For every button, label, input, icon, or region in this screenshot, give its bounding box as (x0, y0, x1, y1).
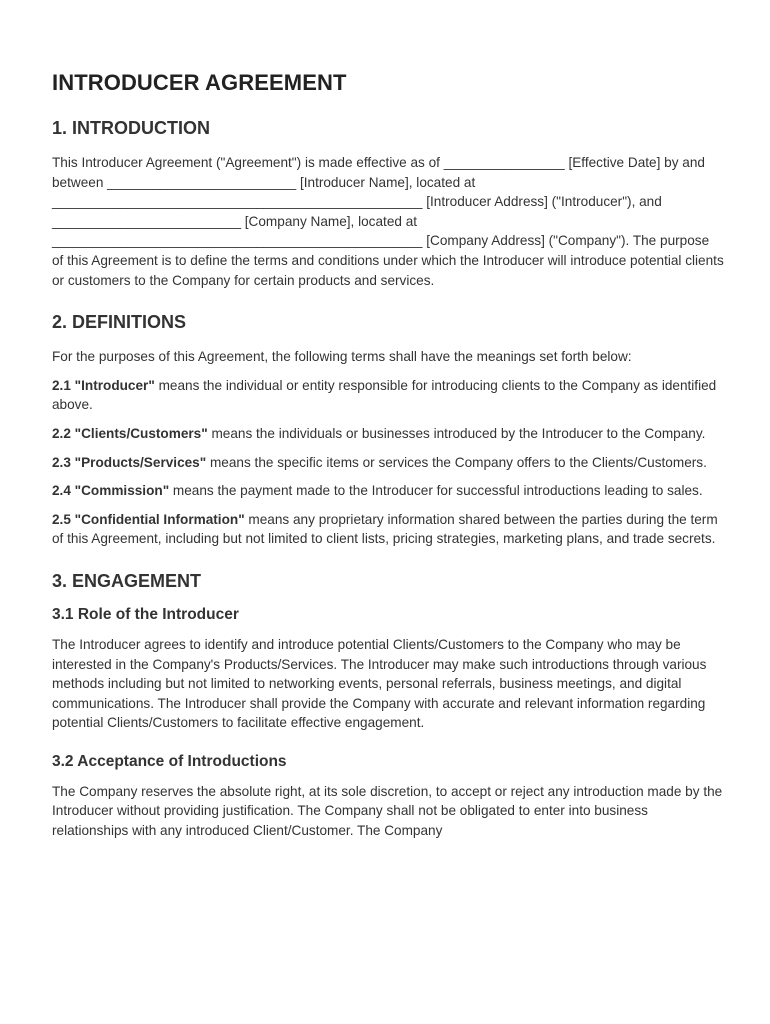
role-paragraph: The Introducer agrees to identify and introduce potential Clients/Customers to the Company who may be interested in the Company's Products/Services. The Introducer may make such introductions through various methods including but not limited to networking events, personal referrals, business meetings, and digital communications. The Introducer shall provide the Company with accurate and relevant information regarding potential Clients/Customers to facilitate effective engagement. (52, 636, 707, 731)
definition-term: 2.4 "Commission" (52, 483, 170, 499)
section-definitions (52, 312, 724, 549)
introduction-paragraph: This Introducer Agreement ("Agreement") is made effective as of ________________ [Effective Date] by and between _________________________ [Introducer Name], located at _________________________________________________ [Introducer Address] ("Introducer"), and _________________________ [Company Name], located at _________________________________________________ [Company Address] ("Company"). The purpose of this Agreement is to define the terms and conditions under which the Introducer will introduce potential clients or customers to the Company for certain products and services. (52, 155, 724, 288)
section-heading-introduction: 1. INTRODUCTION (52, 118, 211, 138)
definition-term: 2.1 "Introducer" (52, 377, 155, 393)
document-page (52, 70, 724, 850)
definition-text: means the individuals or businesses introduced by the Introducer to the Company. (207, 425, 706, 441)
section-heading-engagement: 3. ENGAGEMENT (52, 570, 202, 591)
definition-term: 2.3 "Products/Services" (52, 454, 207, 470)
section-heading-definitions: 2. DEFINITIONS (52, 312, 187, 333)
definition-text: means the payment made to the Introducer for successful introductions leading to sales. (169, 483, 703, 499)
definition-item (52, 376, 724, 415)
subsection-heading-role: 3.1 Role of the Introducer (52, 605, 239, 623)
definition-text: means the individual or entity responsible for introducing clients to the Company as identified above. (52, 377, 717, 413)
section-introduction (52, 118, 724, 290)
definition-text: means the specific items or services the Company offers to the Clients/Customers. (206, 454, 707, 470)
section-engagement (52, 571, 724, 841)
definition-item (52, 453, 724, 473)
acceptance-paragraph: The Company reserves the absolute right, at its sole discretion, to accept or reject any introduction made by the Introducer without providing justification. The Company shall not be obligated to enter into business relationships with any introduced Client/Customer. The Company (52, 783, 723, 839)
definition-term: 2.5 "Confidential Information" (52, 511, 245, 527)
definitions-lead: For the purposes of this Agreement, the following terms shall have the meanings set forth below: (52, 349, 632, 365)
definition-item (52, 481, 724, 501)
subsection-heading-acceptance: 3.2 Acceptance of Introductions (52, 752, 287, 770)
definition-text: means any proprietary information shared between the parties during the term of this Agreement, including but not limited to client lists, pricing strategies, marketing plans, and trade secrets. (52, 511, 718, 547)
definition-item (52, 424, 724, 444)
document-title: INTRODUCER AGREEMENT (52, 70, 347, 95)
definition-item (52, 510, 724, 549)
definition-term: 2.2 "Clients/Customers" (52, 425, 208, 441)
